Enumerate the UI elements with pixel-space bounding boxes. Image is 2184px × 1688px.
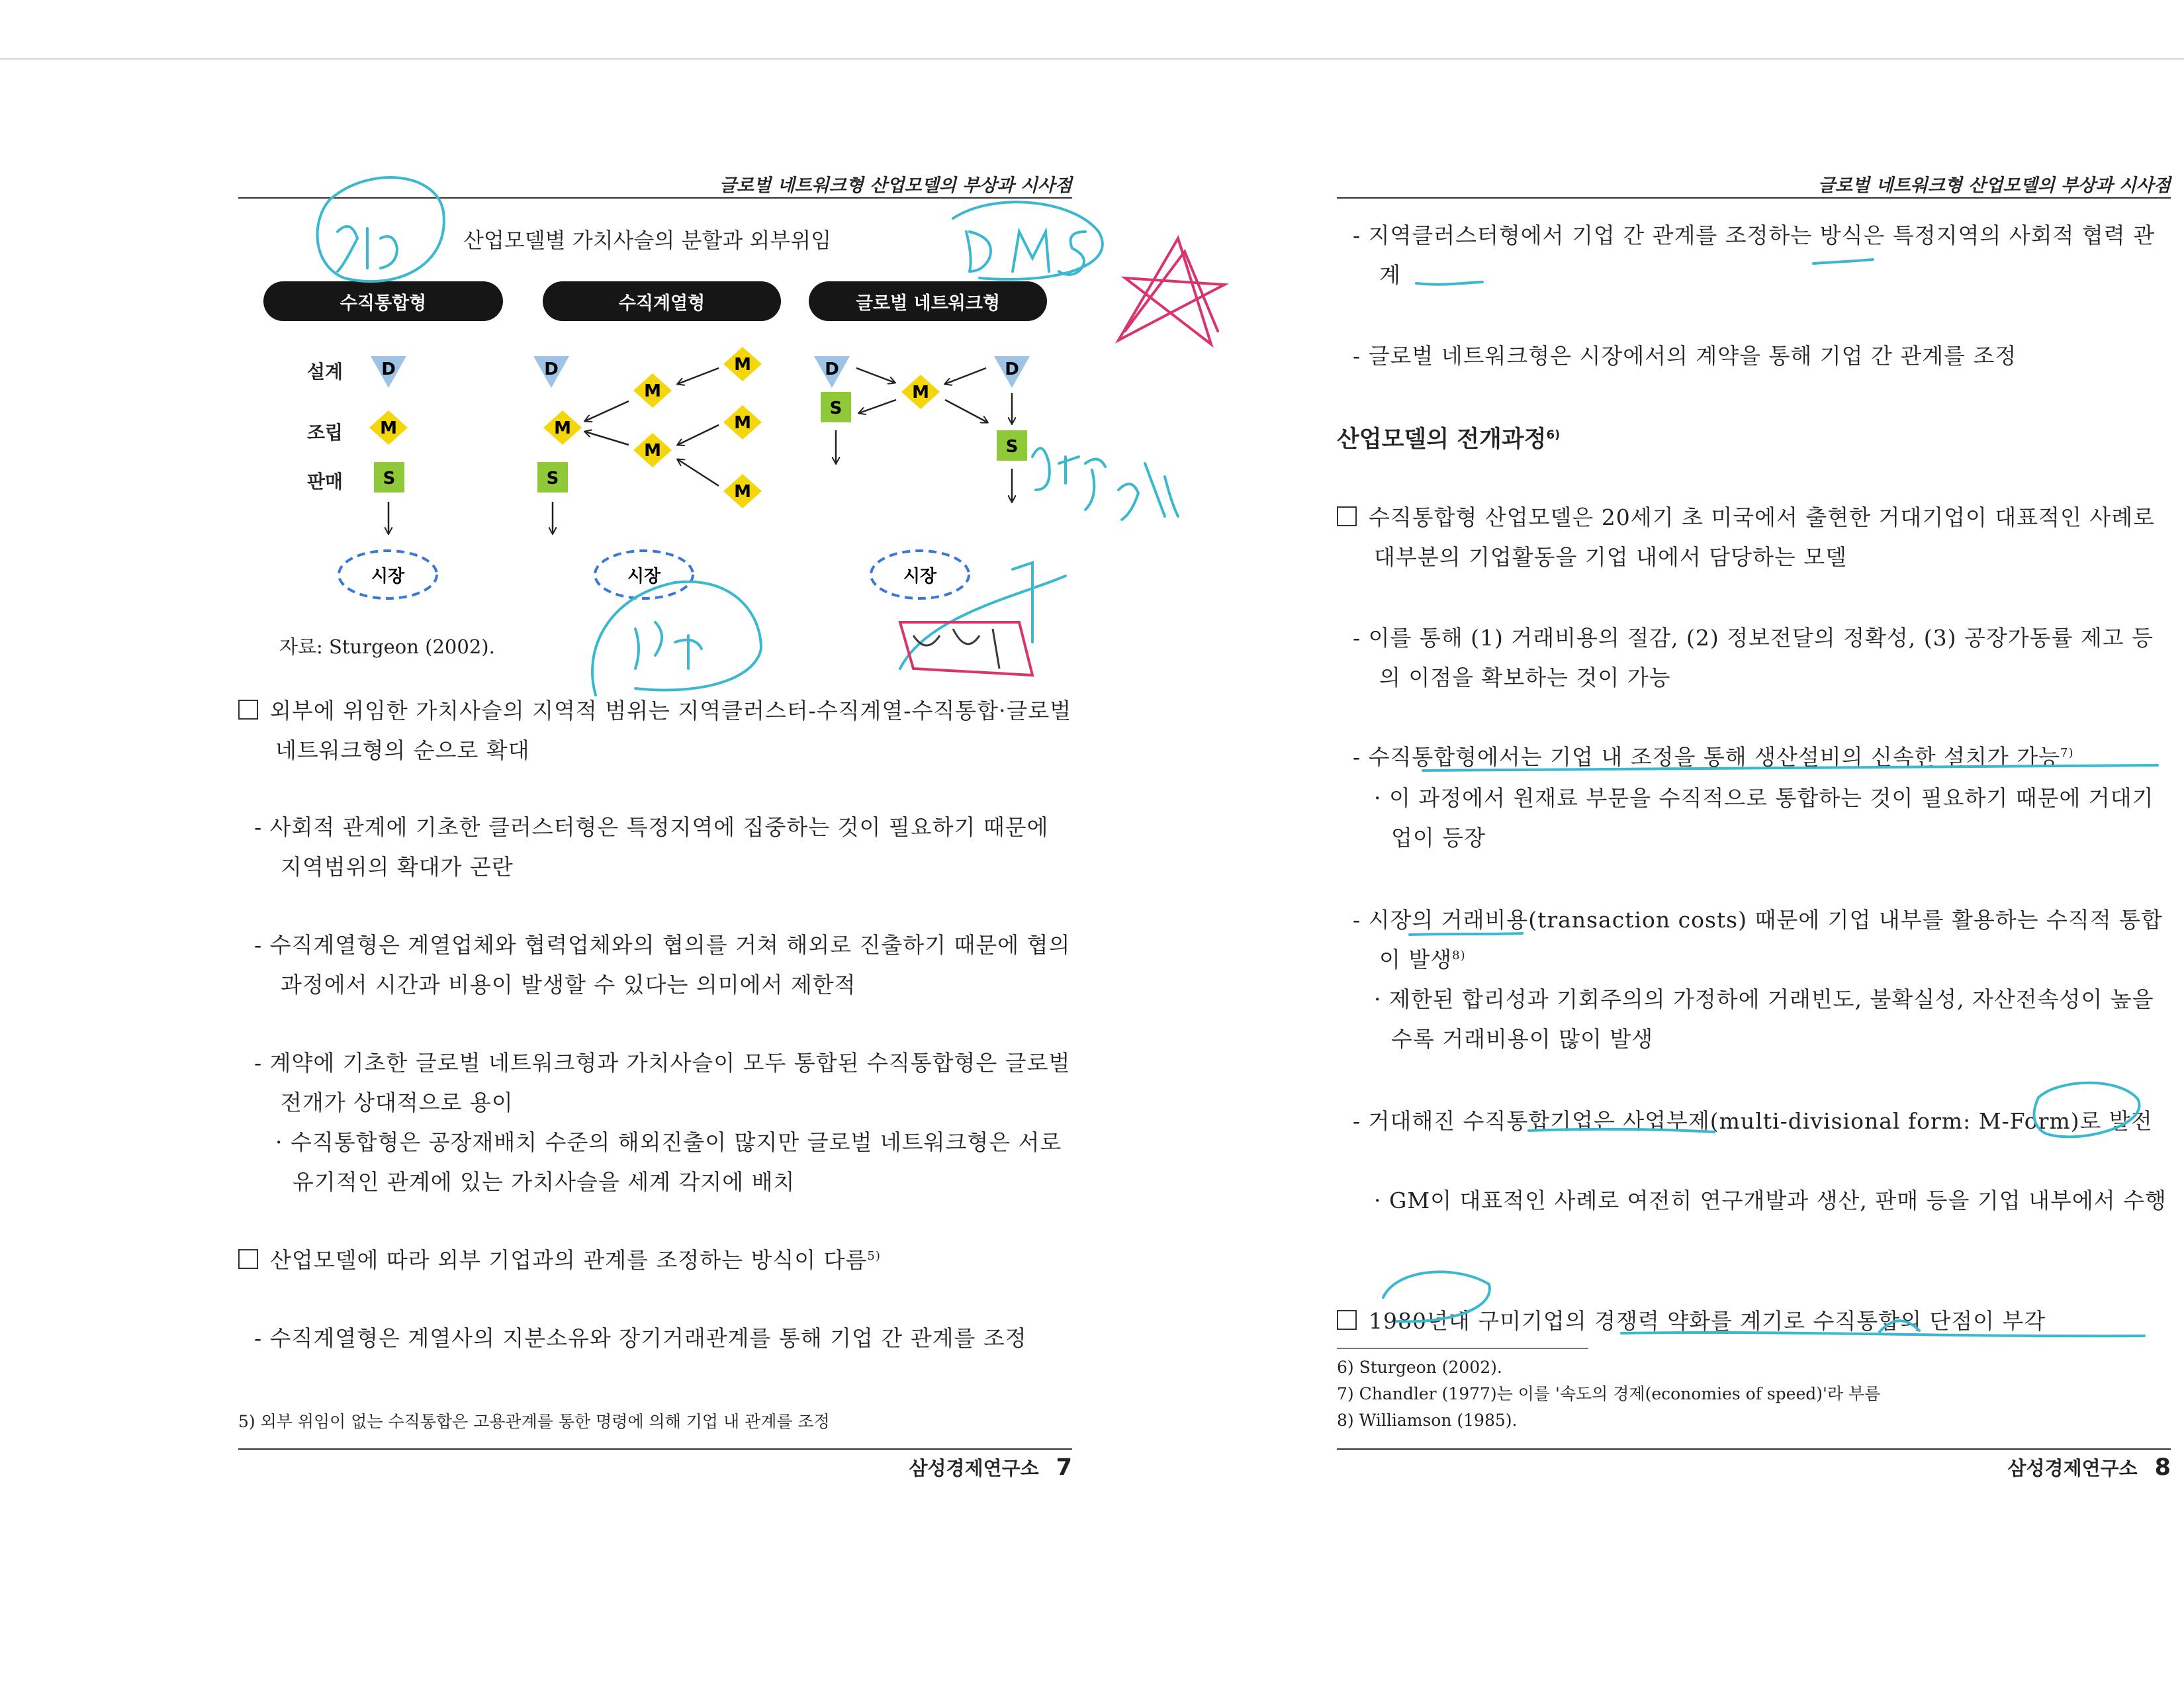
network-arrow [945, 368, 986, 384]
figure-title: 산업모델별 가치사슬의 분할과 외부위임 [463, 228, 832, 253]
pen-star-icon [1118, 238, 1224, 344]
paragraph-bullet: · 이 과정에서 원재료 부문을 수직적으로 통합하는 것이 필요하기 때문에 거대기업이 등장 [1374, 785, 2154, 851]
sales-node-label: S [546, 469, 559, 489]
paragraph-dash: - 수직계열형은 계열업체와 협력업체와의 협의를 거쳐 해외로 진출하기 때문에 협의과정에서 시간과 비용이 발생할 수 있다는 의미에서 제한적 [254, 932, 1071, 998]
supply-arrow [585, 432, 629, 445]
design-node-label: D [1005, 359, 1019, 379]
tier1-supplier-label: M [644, 441, 661, 461]
row-label-sales: 판매 [307, 471, 343, 492]
footnote-ref: 8) [1452, 949, 1466, 962]
sales-node-label: S [1005, 437, 1019, 457]
paragraph-dash: - 글로벌 네트워크형은 시장에서의 계약을 통해 기업 간 관계를 조정 [1353, 343, 2017, 369]
page-footer [2008, 1454, 2171, 1481]
design-node-label: D [381, 359, 396, 379]
footnote: 6) Sturgeon (2002). [1337, 1358, 1502, 1377]
footer-org: 삼성경제연구소 [909, 1457, 1039, 1479]
paragraph-dash: - 시장의 거래비용(transaction costs) 때문에 기업 내부를 활용하는 수직적 통합이 발생$^{8)}$ [1353, 907, 2163, 972]
tier2-supplier-label: M [734, 413, 751, 433]
tier2-supplier-label: M [734, 482, 751, 502]
paragraph-box: 1980년대 구미기업의 경쟁력 약화를 계기로 수직통합의 단점이 부각 [1337, 1301, 2171, 1341]
figure-source: 자료: Sturgeon (2002). [279, 635, 495, 658]
supply-arrow [678, 425, 719, 445]
manufacture-node-label: M [554, 418, 571, 438]
running-header: 글로벌 네트워크형 산업모델의 부상과 시사점 [1817, 175, 2171, 196]
tier2-supplier-label: M [734, 355, 751, 375]
global-network-chain [814, 356, 1030, 598]
paragraph-dash: - 거대해진 수직통합기업은 사업부제(multi-divisional form: M-Form)로 발전 [1353, 1108, 2153, 1134]
footer-rule [1337, 1448, 2171, 1450]
sales-node-label: S [829, 399, 842, 418]
paragraph-bullet: · 제한된 합리성과 기회주의의 가정하에 거래빈도, 불확실성, 자산전속성이 높을수록 거래비용이 많이 발생 [1374, 986, 2154, 1052]
footnote-ref: 6) [1546, 428, 1561, 442]
row-label-design: 설계 [307, 361, 343, 383]
type-label-vertical-keiretsu: 수직계열형 [543, 281, 781, 321]
checkbox-square-icon [238, 1249, 258, 1269]
paragraph-box: 산업모델에 따라 외부 기업과의 관계를 조정하는 방식이 다름$^{5)}$ [238, 1241, 1072, 1280]
network-arrow [945, 400, 987, 422]
footnote-ref: 7) [2060, 746, 2074, 760]
page-number: 8 [2154, 1454, 2171, 1481]
paragraph-dash: - 계약에 기초한 글로벌 네트워크형과 가치사슬이 모두 통합된 수직통합형은 글로벌 전개가 상대적으로 용이 [254, 1050, 1071, 1115]
market-label: 시장 [627, 567, 661, 586]
vertical-integration-chain [339, 356, 437, 598]
paragraph-dash: - 사회적 관계에 기초한 클러스터형은 특정지역에 집중하는 것이 필요하기 때문에 지역범위의 확대가 곤란 [254, 814, 1049, 880]
paragraph-dash: - 이를 통해 (1) 거래비용의 절감, (2) 정보전달의 정확성, (3) 공장가동률 제고 등의 이점을 확보하는 것이 가능 [1353, 625, 2154, 690]
checkbox-square-icon [1337, 506, 1357, 526]
footnote: 7) Chandler (1977)는 이를 '속도의 경제(economies of speed)'라 부름 [1337, 1384, 1881, 1403]
type-label-vertical-integration: 수직통합형 [263, 281, 503, 321]
page-7 [238, 0, 1072, 1688]
network-arrow [856, 368, 895, 383]
contract-manufacturer-label: M [912, 383, 929, 402]
design-node-label: D [825, 359, 839, 379]
running-header: 글로벌 네트워크형 산업모델의 부상과 시사점 [719, 175, 1072, 196]
page-number: 7 [1056, 1454, 1072, 1481]
paragraph-box: 외부에 위임한 가치사슬의 지역적 범위는 지역클러스터-수직계열-수직통합·글로벌 네트워크형의 순으로 확대 [238, 691, 1072, 771]
footer-rule [238, 1448, 1072, 1450]
type-label-global-network: 글로벌 네트워크형 [809, 281, 1047, 321]
checkbox-square-icon [1337, 1310, 1357, 1330]
footer-org: 삼성경제연구소 [2007, 1457, 2138, 1479]
sales-node-label: S [383, 469, 396, 489]
header-rule [1337, 197, 2171, 199]
network-arrow [859, 400, 896, 413]
section-heading: 산업모델의 전개과정$^{6)}$ [1337, 426, 1561, 453]
tier1-supplier-label: M [644, 381, 661, 401]
paragraph-dash: - 지역클러스터형에서 기업 간 관계를 조정하는 방식은 특정지역의 사회적 협력 관계 [1353, 222, 2156, 288]
value-chain-diagram [238, 0, 1072, 662]
footnote: 5) 외부 위임이 없는 수직통합은 고용관계를 통한 명령에 의해 기업 내 관계를 조정 [238, 1412, 830, 1431]
paragraph-dash: - 수직계열형은 계열사의 지분소유와 장기거래관계를 통해 기업 간 관계를 조정 [254, 1325, 1027, 1351]
checkbox-square-icon [238, 700, 258, 720]
page-8 [1337, 0, 2171, 1688]
footnote-rule [1337, 1348, 1588, 1349]
paragraph-bullet: · GM이 대표적인 사례로 여전히 연구개발과 생산, 판매 등을 기업 내부에서 수행 [1374, 1188, 2167, 1213]
footnote: 8) Williamson (1985). [1337, 1411, 1518, 1430]
page-footer [909, 1454, 1072, 1481]
pen-star-overlay-icon [1125, 252, 1218, 331]
manufacture-node-label: M [380, 418, 397, 438]
paragraph-dash: - 수직통합형에서는 기업 내 조정을 통해 생산설비의 신속한 설치가 가능$^{7)}$ [1353, 744, 2074, 770]
row-label-assembly: 조립 [307, 422, 343, 444]
vertical-keiretsu-chain [533, 347, 762, 598]
supply-arrow [678, 459, 719, 486]
market-label: 시장 [371, 567, 405, 586]
paragraph-bullet: · 수직통합형은 공장재배치 수준의 해외진출이 많지만 글로벌 네트워크형은 서로 유기적인 관계에 있는 가치사슬을 세계 각지에 배치 [275, 1129, 1062, 1195]
design-node-label: D [544, 359, 559, 379]
paragraph-box: 수직통합형 산업모델은 20세기 초 미국에서 출현한 거대기업이 대표적인 사례로 대부분의 기업활동을 기업 내에서 담당하는 모델 [1337, 498, 2171, 577]
supply-arrow [585, 401, 629, 421]
footnote-ref: 5) [867, 1249, 881, 1263]
market-label: 시장 [903, 567, 937, 586]
supply-arrow [678, 368, 719, 384]
